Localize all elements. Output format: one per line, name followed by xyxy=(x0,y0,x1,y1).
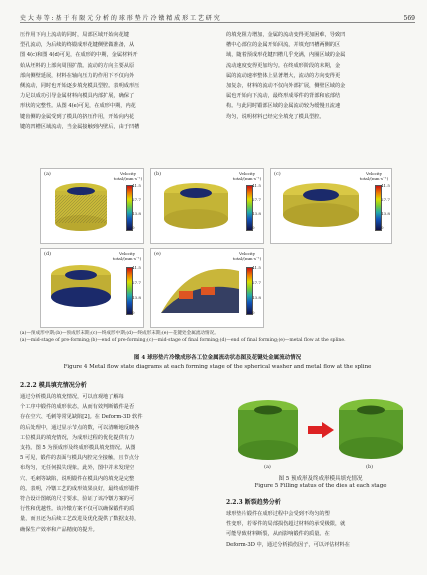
section-2-2-3-body: 球形垫片锻件在成形过程中会受到不均匀的塑 性变形，若零件的局部损伤超过材料的承受极限，就 可能导致材料断裂，从而影响锻件的质量。在 Deform-3D 中，通过分析损伤因子，可以评估材料在 xyxy=(226,511,350,548)
figure-4-panel-d xyxy=(40,248,144,328)
scale-title: Velocity total/(mm·s⁻¹) xyxy=(112,251,142,261)
scale-max: 41.5 xyxy=(381,183,390,188)
scale-tick: 13.8 xyxy=(132,211,141,216)
scale-min: 0 xyxy=(252,310,255,315)
running-title: 史 大 寿 等 : 基 于 有 限 元 分 析 的 球 形 垫 片 冷 镦 精 成 形 工 艺 研 究 xyxy=(20,15,220,22)
figure-4-panel-c xyxy=(270,168,392,244)
scale-tick: 27.7 xyxy=(252,280,261,285)
figure-5-label-b: (b) xyxy=(366,464,374,470)
figure-4-caption-cn: (a)—预成形中期;(b)—预成形末期;(c)—终成形中期;(d)—终成形末期;(e)—花键处金属流动情况。 xyxy=(20,331,219,336)
scale-title: Velocity total/(mm·s⁻¹) xyxy=(113,171,143,181)
scale-title: Velocity total/(mm·s⁻¹) xyxy=(232,171,262,181)
figure-4-panel-a xyxy=(40,168,144,244)
figure-4-caption-en: (a)—mid-stage of pre-forming;(b)—end of pre-forming;(c)—mid-stage of final forming;(d)—end of final forming;(e)—metal flow at the spline. xyxy=(20,338,346,343)
panel-label: (d) xyxy=(44,251,52,257)
figure-5-title-cn: 图 5 预成形及终成形模具填充情况 xyxy=(278,476,363,482)
figure-5-title-en: Figure 5 Filling status of the dies at each stage xyxy=(254,483,387,489)
scale-title: Velocity total/(mm·s⁻¹) xyxy=(359,171,389,181)
page-number: 569 xyxy=(403,15,415,22)
scale-tick: 13.8 xyxy=(252,295,261,300)
figure-4 xyxy=(40,168,390,328)
scale-tick: 27.7 xyxy=(381,197,390,202)
figure-4-panel-b xyxy=(150,168,264,244)
section-2-2-2-title: 2.2.2 模具填充情况分析 xyxy=(20,382,87,389)
scale-max: 41.5 xyxy=(132,265,141,270)
scale-min: 0 xyxy=(132,225,135,230)
scale-tick: 27.7 xyxy=(132,280,141,285)
scale-min: 0 xyxy=(252,225,255,230)
scale-title: Velocity total/(mm·s⁻¹) xyxy=(232,251,262,261)
right-column-text: 的填充阻力增加，金属的流动变得更加困难，导致凹 槽中心部位的金属开始回流，并填充凹槽两侧的区 域，随着预成形花键凹槽几乎充满，内圈区域的金属 流动速度变得更加均匀。在终成形阶段的末期，金 属的流动速率整体上显著增大，流动的方向变得更 加复杂，材料的流动不仅向外部扩展，侧壁区域的金 属也开始向下流动，最终形成零件的背部和底部结 构。与此同时锻部区域的金属流动较为缓慢且流速 均匀，说明材料已经完全填充了模具型腔。 xyxy=(226,32,346,120)
page-header xyxy=(20,8,415,23)
figure-4-caption xyxy=(20,330,415,344)
scale-tick: 27.7 xyxy=(132,197,141,202)
left-column-text: 压作用下向上流动的同时，局部区域开始向花键 型孔流动，为后续的终锻成形花键侧壁做准备，从 图 4(c)和图 4(d)可见，在成形的中期，金属材料开 始从坯料的上部向周围扩散。流动的方向主要从原 部向侧壁延展，材料在轴向压力的作用下不仅向外 侧流动，同时也开始逐步填充模具型腔。表明成形压 力足以成功引导金属材料向模具内部扩展，确保了 形状的完整性。从图 4(e)可见，在成形中期，内花 键齿侧的金属受到了模具的挤压作用，开始向内花 键的凹槽区域流动，当金属接触到内壁后，由于凹槽 xyxy=(20,32,140,130)
velocity-scale xyxy=(126,267,133,315)
figure-4-title-cn: 图 4 球形垫片冷镦成形各工位金属流动状态图及花键处金属流动情况 xyxy=(133,355,302,361)
scale-min: 0 xyxy=(381,225,384,230)
figure-5 xyxy=(226,380,415,475)
velocity-scale xyxy=(246,267,253,315)
panel-label: (a) xyxy=(44,171,51,177)
scale-max: 41.5 xyxy=(252,183,261,188)
scale-tick: 13.8 xyxy=(381,211,390,216)
panel-label: (e) xyxy=(154,251,161,257)
section-2-2-2-body: 通过分析模具的填充情况，可以直观地了解每 个工序中锻件的成形状态，从而有效判断锻件是否 存在空穴、毛刺等常见缺陷[2]。在 Deform-3D 软件 的后处理中，通过显示节点的数，可以清晰地反映各 工位模具的填充情况，为成形过程的优化提供有力 支持。图 5 为预成形及终成形模具填充情况。从图 5 可见，锻件的表面与模具内腔完全接触，且节点分 布均匀，无任何损失现象。此外，图中并未发现空 穴、毛刺等缺陷，说明锻件在模具内的填充是完整 的。表明，冷镦工艺的成形效果良好，最终成形锻件 符合设计图纸的尺寸要求，验证了该冷镦方案的可 行性和优越性。该冷镦方案不仅可以确保锻件的质 量，而且还为后续工艺改进及优化提供了数据支持， 确保生产效率和产品精度的提升。 xyxy=(20,394,143,533)
scale-tick: 27.7 xyxy=(252,197,261,202)
filling-status-render xyxy=(226,380,415,475)
panel-label: (c) xyxy=(274,171,281,177)
figure-4-title-en: Figure 4 Metal flow state diagrams at each forming stage of the spherical washer and metal flow at the spline xyxy=(63,364,372,370)
figure-4-panel-e xyxy=(150,248,264,328)
scale-tick: 13.8 xyxy=(132,295,141,300)
section-2-2-3-title: 2.2.3 断裂趋势分析 xyxy=(226,499,281,506)
scale-max: 41.5 xyxy=(252,265,261,270)
scale-min: 0 xyxy=(132,310,135,315)
scale-max: 41.5 xyxy=(132,183,141,188)
panel-label: (b) xyxy=(154,171,162,177)
scale-tick: 13.8 xyxy=(252,211,261,216)
figure-5-label-a: (a) xyxy=(264,464,271,470)
